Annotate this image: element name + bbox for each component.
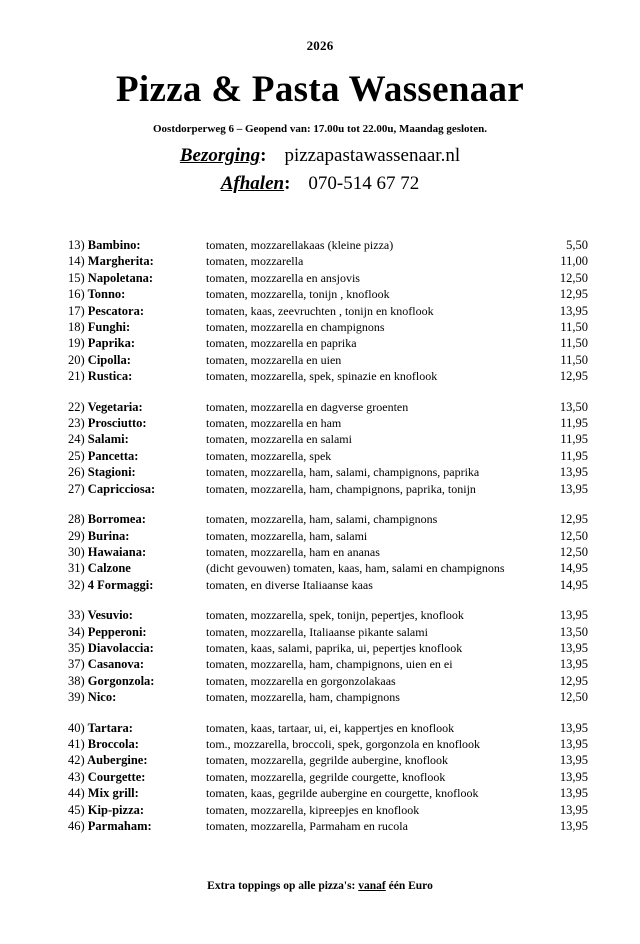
menu-item-title: Pepperoni:: [87, 624, 147, 639]
menu-item-description: tomaten, mozzarella en champignons: [206, 320, 385, 335]
menu-item-title: Nico:: [87, 690, 117, 705]
menu-item-name: [68, 673, 206, 689]
menu-item-price: 11,50: [560, 320, 588, 335]
menu-item-name: [68, 415, 206, 431]
footer-note: [0, 880, 640, 892]
pickup-colon: :: [284, 173, 291, 194]
menu-item-name: [68, 237, 206, 253]
menu-item-number: 33): [68, 608, 85, 623]
menu-item-name: [68, 752, 206, 768]
menu-item-row[interactable]: [68, 689, 588, 705]
menu-item-description: tom., mozzarella, broccoli, spek, gorgonzola en knoflook: [206, 736, 481, 751]
menu-group: [68, 237, 588, 385]
menu-item-title: Mix grill:: [87, 786, 139, 801]
menu-item-title: Kip-pizza:: [87, 802, 145, 817]
menu-item-title: Rustica:: [87, 369, 133, 384]
menu-item-name: [68, 431, 206, 447]
menu-item-price: 12,50: [559, 270, 588, 285]
menu-item-name: [68, 464, 206, 480]
menu-item-price: 12,95: [559, 673, 588, 688]
menu-item-number: 31): [68, 561, 85, 576]
menu-item-title: Burina:: [87, 528, 130, 543]
menu-item-row[interactable]: [68, 818, 588, 834]
menu-item-row[interactable]: [68, 399, 588, 415]
menu-item-price: 12,50: [559, 544, 588, 559]
menu-group: [68, 720, 588, 835]
menu-item-number: 25): [68, 448, 85, 463]
menu-item-title: Tonno:: [87, 287, 126, 302]
menu-item-description: tomaten, mozzarella en ansjovis: [206, 270, 360, 285]
menu-item-name: [68, 448, 206, 464]
menu-item-title: Tartara:: [87, 720, 133, 735]
menu-item-number: 32): [68, 577, 85, 592]
menu-item-description: tomaten, mozzarella, gegrilde aubergine, knoflook: [206, 753, 449, 768]
menu-item-description: tomaten, en diverse Italiaanse kaas: [206, 577, 373, 592]
menu-item-description: tomaten, mozzarella, ham, champignons, paprika, tonijn: [206, 481, 476, 496]
menu-item-row[interactable]: [68, 785, 588, 801]
menu-item-description: tomaten, mozzarella, Parmaham en rucola: [206, 819, 408, 833]
menu-item-number: 35): [68, 640, 85, 655]
menu-item-title: 4 Formaggi:: [87, 577, 154, 592]
menu-item-title: Vegetaria:: [87, 399, 143, 414]
menu-item-row[interactable]: [68, 303, 588, 319]
menu-item-price: 11,50: [560, 336, 588, 351]
menu-item-row[interactable]: [68, 270, 588, 286]
menu-item-number: 41): [68, 736, 85, 751]
menu-item-number: 22): [68, 399, 85, 414]
menu-item-row[interactable]: [68, 431, 588, 447]
menu-item-description: tomaten, mozzarella en dagverse groenten: [206, 399, 409, 414]
menu-item-name: [68, 270, 206, 286]
menu-item-price: 14,95: [559, 577, 588, 592]
menu-item-row[interactable]: [68, 769, 588, 785]
menu-item-number: 13): [68, 238, 85, 252]
menu-item-name: [68, 253, 206, 269]
menu-item-title: Aubergine:: [87, 753, 148, 768]
menu-item-title: Gorgonzola:: [87, 673, 155, 688]
menu-item-row[interactable]: [68, 607, 588, 623]
menu-item-description: tomaten, mozzarella, Italiaanse pikante salami: [206, 624, 428, 639]
menu-item-price: 11,00: [560, 254, 588, 269]
menu-item-price: 12,50: [559, 528, 588, 543]
menu-item-number: 40): [68, 720, 85, 735]
menu-item-number: 15): [68, 270, 85, 285]
menu-item-row[interactable]: [68, 640, 588, 656]
menu-item-row[interactable]: [68, 415, 588, 431]
menu-item-title: Paprika:: [87, 336, 136, 351]
menu-item-price: 13,95: [559, 481, 588, 496]
menu-item-row[interactable]: [68, 528, 588, 544]
menu-item-number: 37): [68, 657, 85, 672]
menu-item-name: [68, 319, 206, 335]
menu-item-description: tomaten, mozzarella, spek: [206, 448, 332, 463]
menu-item-name: [68, 560, 206, 576]
menu-item-description: tomaten, mozzarella, kipreepjes en knoflook: [206, 802, 420, 817]
page-title: Pizza & Pasta Wassenaar: [115, 69, 525, 110]
menu-item-title: Funghi:: [87, 320, 131, 335]
menu-item-row[interactable]: [68, 752, 588, 768]
menu-item-name: [68, 399, 206, 415]
menu-item-title: Pescatora:: [87, 303, 145, 318]
menu-item-name: [68, 511, 206, 527]
menu-item-row[interactable]: [68, 802, 588, 818]
menu-item-number: 29): [68, 528, 85, 543]
menu-item-number: 43): [68, 769, 85, 784]
menu-item-price: 13,95: [559, 657, 588, 672]
menu-item-price: 13,95: [559, 465, 588, 480]
menu-item-description: (dicht gevouwen) tomaten, kaas, ham, salami en champignons: [206, 561, 505, 576]
pickup-phone[interactable]: 070-514 67 72: [308, 173, 420, 194]
menu-item-name: [68, 624, 206, 640]
menu-item-number: 19): [68, 336, 85, 351]
menu-item-price: 14,95: [559, 561, 588, 576]
menu-group: [68, 511, 588, 593]
menu-item-row[interactable]: [68, 368, 588, 384]
menu-item-price: 13,95: [559, 769, 588, 784]
menu-item-title: Borromea:: [87, 512, 146, 527]
menu-item-name: [68, 720, 206, 736]
menu-item-description: tomaten, mozzarellakaas (kleine pizza): [206, 238, 394, 252]
menu-item-price: 11,95: [560, 416, 588, 431]
menu-item-description: tomaten, mozzarella, spek, tonijn, pepertjes, knoflook: [206, 608, 464, 623]
menu-item-price: 12,95: [559, 287, 588, 302]
menu-item-number: 42): [68, 753, 85, 768]
menu-item-name: [68, 640, 206, 656]
menu-item-price: 13,95: [559, 303, 588, 318]
menu-item-row[interactable]: [68, 253, 588, 269]
menu-item-title: Cipolla:: [87, 352, 131, 367]
menu-item-name: [68, 544, 206, 560]
menu-item-description: tomaten, mozzarella, ham en ananas: [206, 544, 380, 559]
menu-item-row[interactable]: [68, 544, 588, 560]
menu-item-title: Margherita:: [87, 254, 154, 269]
menu-item-number: 23): [68, 416, 85, 431]
menu-item-number: 28): [68, 512, 85, 527]
menu-item-description: tomaten, kaas, zeevruchten , tonijn en knoflook: [206, 303, 434, 318]
menu-item-number: 17): [68, 303, 85, 318]
menu-item-row[interactable]: [68, 464, 588, 480]
menu-item-row[interactable]: [68, 656, 588, 672]
menu-item-name: [68, 785, 206, 801]
menu-item-title: Hawaiana:: [87, 544, 147, 559]
menu-item-title: Broccola:: [87, 736, 139, 751]
menu-item-title: Calzone: [87, 561, 131, 576]
menu-item-title: Vesuvio:: [87, 608, 133, 623]
menu-item-description: tomaten, mozzarella en gorgonzolakaas: [206, 673, 396, 688]
menu-item-description: tomaten, kaas, tartaar, ui, ei, kappertjes en knoflook: [206, 720, 455, 735]
menu-item-price: 13,95: [559, 819, 588, 833]
pickup-line: [0, 173, 640, 195]
menu-item-description: tomaten, mozzarella en salami: [206, 432, 352, 447]
menu-item-number: 18): [68, 320, 85, 335]
menu-item-number: 16): [68, 287, 85, 302]
menu-item-description: tomaten, mozzarella en uien: [206, 352, 342, 367]
pickup-label: Afhalen: [220, 173, 285, 194]
menu-item-number: 14): [68, 254, 85, 269]
menu-item-row[interactable]: [68, 511, 588, 527]
menu-list: [0, 237, 640, 834]
year-label: 2026: [306, 38, 334, 53]
menu-item-row[interactable]: [68, 352, 588, 368]
menu-item-description: tomaten, mozzarella, ham, salami: [206, 528, 368, 543]
menu-item-row[interactable]: [68, 335, 588, 351]
menu-item-title: Stagioni:: [87, 465, 136, 480]
menu-item-price: 11,50: [560, 352, 588, 367]
menu-item-number: 27): [68, 481, 85, 496]
menu-item-number: 38): [68, 673, 85, 688]
menu-item-title: Parmaham:: [87, 819, 152, 833]
delivery-website[interactable]: pizzapastawassenaar.nl: [284, 145, 461, 166]
menu-item-name: [68, 352, 206, 368]
menu-item-name: [68, 818, 206, 834]
footer-text-before: Extra toppings op alle pizza's:: [207, 880, 359, 892]
menu-item-name: [68, 368, 206, 384]
menu-item-row[interactable]: [68, 560, 588, 576]
menu-item-title: Courgette:: [87, 769, 146, 784]
menu-item-row[interactable]: [68, 319, 588, 335]
menu-item-description: tomaten, mozzarella, spek, spinazie en knoflook: [206, 369, 438, 384]
menu-item-name: [68, 802, 206, 818]
menu-item-title: Prosciutto:: [87, 416, 147, 431]
menu-item-price: 12,50: [559, 690, 588, 705]
footer-text-after: één Euro: [385, 880, 433, 892]
menu-item-description: tomaten, mozzarella: [206, 254, 304, 269]
menu-item-price: 13,95: [559, 608, 588, 623]
menu-item-price: 13,95: [559, 753, 588, 768]
footer-text-underlined: vanaf: [358, 880, 386, 892]
menu-item-name: [68, 335, 206, 351]
menu-item-number: 39): [68, 690, 85, 705]
menu-item-name: [68, 577, 206, 593]
menu-item-title: Napoletana:: [87, 270, 154, 285]
menu-item-description: tomaten, mozzarella en paprika: [206, 336, 357, 351]
menu-item-price: 5,50: [566, 238, 588, 252]
menu-item-description: tomaten, kaas, salami, paprika, ui, pepertjes knoflook: [206, 640, 463, 655]
delivery-colon: :: [260, 145, 267, 166]
menu-item-row[interactable]: [68, 736, 588, 752]
menu-item-number: 30): [68, 544, 85, 559]
menu-item-description: tomaten, mozzarella en ham: [206, 416, 342, 431]
delivery-line: [0, 145, 640, 167]
menu-item-price: 11,95: [560, 432, 588, 447]
menu-item-title: Capricciosa:: [87, 481, 156, 496]
menu-item-name: [68, 528, 206, 544]
address-hours-line: Oostdorperweg 6 – Geopend van: 17.00u tot 22.00u, Maandag gesloten.: [153, 123, 487, 135]
menu-item-number: 20): [68, 352, 85, 367]
menu-item-price: 13,95: [559, 802, 588, 817]
menu-item-row[interactable]: [68, 237, 588, 253]
menu-item-title: Salami:: [87, 432, 129, 447]
menu-item-price: 13,95: [559, 720, 588, 735]
delivery-label: Bezorging: [179, 145, 261, 166]
menu-item-title: Casanova:: [87, 657, 145, 672]
menu-item-price: 13,95: [559, 640, 588, 655]
menu-item-number: 34): [68, 624, 85, 639]
menu-item-number: 45): [68, 802, 85, 817]
menu-item-number: 24): [68, 432, 85, 447]
menu-item-price: 13,50: [559, 624, 588, 639]
menu-item-name: [68, 286, 206, 302]
menu-item-name: [68, 736, 206, 752]
menu-item-description: tomaten, mozzarella, ham, salami, champignons, paprika: [206, 465, 480, 480]
menu-item-title: Bambino:: [87, 238, 141, 252]
menu-item-name: [68, 303, 206, 319]
menu-item-description: tomaten, mozzarella, tonijn , knoflook: [206, 287, 390, 302]
menu-item-row[interactable]: [68, 720, 588, 736]
menu-item-row[interactable]: [68, 577, 588, 593]
menu-item-name: [68, 656, 206, 672]
menu-item-number: 26): [68, 465, 85, 480]
menu-item-row[interactable]: [68, 448, 588, 464]
menu-item-description: tomaten, mozzarella, ham, salami, champignons: [206, 512, 438, 527]
menu-item-price: 13,50: [559, 399, 588, 414]
menu-item-row[interactable]: [68, 481, 588, 497]
menu-item-name: [68, 481, 206, 497]
menu-item-row[interactable]: [68, 286, 588, 302]
menu-item-description: tomaten, mozzarella, ham, champignons: [206, 690, 400, 705]
menu-item-price: 13,95: [559, 786, 588, 801]
menu-item-title: Diavolaccia:: [87, 640, 154, 655]
menu-item-price: 12,95: [559, 369, 588, 384]
menu-item-name: [68, 607, 206, 623]
menu-item-name: [68, 689, 206, 705]
menu-item-row[interactable]: [68, 624, 588, 640]
menu-item-number: 21): [68, 369, 85, 384]
menu-item-name: [68, 769, 206, 785]
menu-group: [68, 607, 588, 705]
menu-item-price: 13,95: [559, 736, 588, 751]
menu-item-description: tomaten, mozzarella, ham, champignons, uien en ei: [206, 657, 453, 672]
menu-item-row[interactable]: [68, 673, 588, 689]
menu-item-title: Pancetta:: [87, 448, 139, 463]
menu-item-description: tomaten, mozzarella, gegrilde courgette, knoflook: [206, 769, 446, 784]
menu-item-description: tomaten, kaas, gegrilde aubergine en courgette, knoflook: [206, 786, 479, 801]
menu-item-price: 11,95: [560, 448, 588, 463]
menu-page: [0, 38, 640, 944]
menu-item-number: 44): [68, 786, 85, 801]
menu-item-number: 46): [68, 819, 85, 833]
menu-group: [68, 399, 588, 497]
menu-item-price: 12,95: [559, 512, 588, 527]
